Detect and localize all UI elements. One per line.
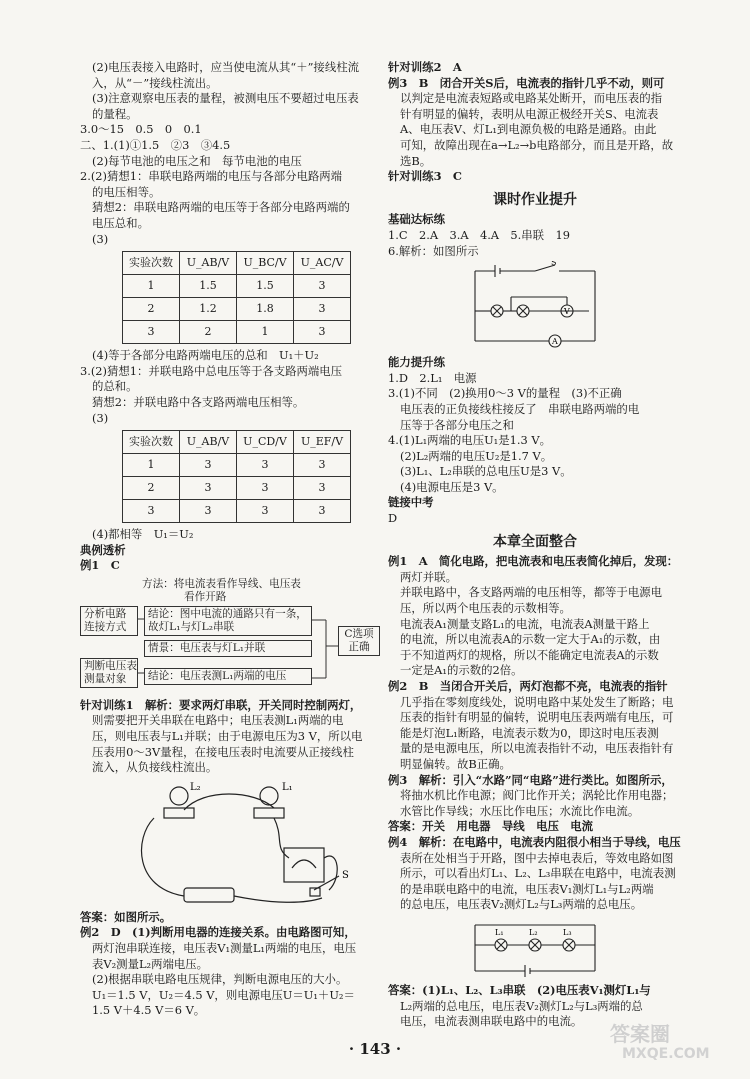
table-cell: 3 xyxy=(237,500,294,523)
text-line: 明显偏转。故B正确。 xyxy=(400,756,511,771)
text-line: 流入，从负接线柱流出。 xyxy=(92,760,218,775)
table-cell: 1 xyxy=(237,321,294,344)
text-line: L₂两端的总电压，电压表V₂测灯L₂与L₃两端的总 xyxy=(400,998,643,1013)
text-line: 入，从“－”接线柱流出。 xyxy=(92,75,218,90)
text-line: 表所在处相当于开路，图中去掉电表后，等效电路如图 xyxy=(400,850,674,865)
text-line: 压等于各部分电压之和 xyxy=(400,417,514,432)
table-cell: 3 xyxy=(237,454,294,477)
text-line: 的量程。 xyxy=(92,106,138,121)
text-line: 的电压相等。 xyxy=(92,184,161,199)
left-text-block-4 xyxy=(80,698,398,776)
circuit-diagram-series xyxy=(455,261,615,353)
text-line: A、电压表V、灯L₁到电源负极的电路是通路。由此 xyxy=(400,122,657,137)
text-line: 3.(2)猜想1：并联电路中总电压等于各支路两端电压 xyxy=(80,363,343,378)
section-title-homework: 课时作业提升 xyxy=(493,191,577,208)
text-line: 可知，故障出现在a→L₂→b电路部分，而且是开路，故 xyxy=(400,137,674,152)
fig-label-l2: L₂ xyxy=(190,781,201,793)
text-line: 压，则电压表与L₁并联；由于电源电压为3 V，所以电 xyxy=(92,729,363,744)
text-line: 电压表的正负接线柱接反了 串联电路两端的电 xyxy=(400,401,640,416)
text-line: 1.C 2.A 3.A 4.A 5.串联 19 xyxy=(388,227,570,242)
table-header: 实验次数 xyxy=(123,252,180,275)
right-text-block-4 xyxy=(388,554,682,913)
fig-label-s: S xyxy=(342,869,349,881)
text-line: 3.0～15 0.5 0 0.1 xyxy=(80,122,202,137)
text-line: 将抽水机比作电源；阀门比作开关；涡轮比作用电器； xyxy=(400,788,674,803)
fig-label-l1: L₁ xyxy=(282,781,293,793)
text-line: 猜想2：串联电路两端的电压等于各部分电路两端的 xyxy=(92,200,350,215)
real-circuit-figure xyxy=(124,778,354,908)
text-line: (2)L₂两端的电压U₂是1.7 V。 xyxy=(400,448,553,463)
table-header: U_CD/V xyxy=(237,431,294,454)
text-line: (3)注意观察电压表的量程，被测电压不要超过电压表 xyxy=(92,91,359,106)
table-cell: 3 xyxy=(180,500,237,523)
parallel-voltage-table xyxy=(122,430,351,523)
text-line: (2)每节电池的电压之和 每节电池的电压 xyxy=(92,153,302,168)
left-text-block-5 xyxy=(80,910,398,1019)
flow-text: C选项 xyxy=(344,627,374,640)
table-header: U_AC/V xyxy=(294,252,351,275)
table-cell: 3 xyxy=(294,454,351,477)
flow-box-text: 连接方式 xyxy=(84,620,127,633)
text-line: 水管比作导线；水压比作电压；水流比作电流。 xyxy=(400,803,640,818)
table-cell: 3 xyxy=(180,454,237,477)
text-line: 电压，电流表测串联电路中的电流。 xyxy=(400,1014,583,1029)
table-header: U_BC/V xyxy=(237,252,294,275)
table-header: U_EF/V xyxy=(294,431,351,454)
table-cell: 2 xyxy=(123,298,180,321)
fig-label-l3: L₃ xyxy=(563,927,572,937)
page-number: · 143 · xyxy=(348,1040,402,1058)
text-line: 针有明显的偏转，表明从电源正极经开关S、电流表 xyxy=(400,106,659,121)
text-line: 例2 D (1)判断用电器的连接关系。由电路图可知， xyxy=(80,925,356,940)
text-line: 选B。 xyxy=(400,153,432,168)
text-line: 3.(1)不同 (2)换用0～3 V的量程 (3)不正确 xyxy=(388,386,622,401)
text-line: 一定是A₁的示数的2倍。 xyxy=(400,663,523,678)
text-line: 几乎指在零刻度线处，说明电路中某处发生了断路；电 xyxy=(400,694,674,709)
text-line: 电压总和。 xyxy=(92,215,149,230)
text-line: 的总电压，电压表V₂测灯L₂与L₃两端的总电压。 xyxy=(400,897,643,912)
left-column xyxy=(80,60,398,1019)
text-line: 压，所以两个电压表的示数相等。 xyxy=(400,601,571,616)
text-line: 1.5 V＋4.5 V＝6 V。 xyxy=(92,1003,206,1018)
text-line: (2)电压表接入电路时，应当使电流从其“＋”接线柱流 xyxy=(92,60,359,74)
flow-method: 方法：将电流表看作导线、电压表 xyxy=(142,577,301,590)
table-header: 实验次数 xyxy=(123,431,180,454)
text-line: U₁＝1.5 V，U₂＝4.5 V，则电源电压U＝U₁＋U₂＝ xyxy=(92,987,355,1002)
text-line: 答案：如图所示。 xyxy=(80,909,172,924)
flow-text: 情景：电压表与灯L₁并联 xyxy=(148,641,266,654)
text-line: 的是串联电路中的电流，电压表V₁测灯L₁与L₂两端 xyxy=(400,881,654,896)
table-cell: 2 xyxy=(123,477,180,500)
fig-label-switch: S xyxy=(551,261,557,268)
flow-method-2: 看作开路 xyxy=(184,590,227,603)
text-line: (3) xyxy=(92,410,109,425)
text-line: 针对训练3 C xyxy=(388,169,462,184)
table-cell: 3 xyxy=(123,500,180,523)
text-line: (3)L₁、L₂串联的总电压U是3 V。 xyxy=(400,464,572,479)
table-cell: 3 xyxy=(237,477,294,500)
right-text-block-1 xyxy=(388,60,682,185)
table-cell: 3 xyxy=(294,477,351,500)
table-cell: 3 xyxy=(180,477,237,500)
table-cell: 3 xyxy=(294,321,351,344)
table-header: U_AB/V xyxy=(180,431,237,454)
text-line: (4)都相等 U₁＝U₂ xyxy=(92,527,194,542)
text-line: 能是灯泡L₁断路，电流表示数为0，即这时电压表测 xyxy=(400,725,659,740)
text-line: 2.(2)猜想1：串联电路两端的电压与各部分电路两端 xyxy=(80,169,343,184)
text-line: 例3 解析：引入“水路”同“电路”进行类比。如图所示， xyxy=(388,772,673,787)
fig-label-voltmeter: V xyxy=(564,307,570,317)
text-line: 二、1.(1)①1.5 ②3 ③4.5 xyxy=(80,137,231,152)
text-line: 猜想2：并联电路中各支路两端电压相等。 xyxy=(92,394,305,409)
flow-text: 结论：图中电流的通路只有一条， xyxy=(148,607,307,620)
watermark-url: MXQE.COM xyxy=(622,1046,710,1062)
text-line: (4)等于各部分电路两端电压的总和 U₁＋U₂ xyxy=(92,348,319,363)
text-line: 的总和。 xyxy=(92,379,138,394)
text-line: 例4 解析：在电路中，电流表内阻很小相当于导线，电压 xyxy=(388,834,681,849)
text-line: 链接中考 xyxy=(388,495,434,510)
text-line: 答案：开关 用电器 导线 电压 电流 xyxy=(388,819,594,834)
text-line: 则需要把开关串联在电路中；电压表测L₁两端的电 xyxy=(92,713,344,728)
table-header: U_AB/V xyxy=(180,252,237,275)
text-line: 例1 C xyxy=(80,558,120,573)
table-cell: 3 xyxy=(294,298,351,321)
text-line: 量的是电源电压，所以电流表指针不动，电压表指针有 xyxy=(400,741,674,756)
text-line: 两灯并联。 xyxy=(400,569,457,584)
flow-box-text: 分析电路 xyxy=(84,607,127,620)
right-text-block-3 xyxy=(388,355,682,527)
left-text-block-3 xyxy=(80,527,398,574)
text-line: (3) xyxy=(92,231,109,246)
text-line: 针对训练1 解析：要求两灯串联，开关同时控制两灯， xyxy=(80,697,362,712)
table-cell: 2 xyxy=(180,321,237,344)
fig-label-l1: L₁ xyxy=(495,927,504,937)
flow-text: 正确 xyxy=(348,640,370,653)
flow-connectors xyxy=(80,576,380,696)
section-title-chapter-summary: 本章全面整合 xyxy=(493,533,577,550)
equivalent-circuit-figure xyxy=(465,915,605,981)
text-line: 例1 A 简化电路，把电流表和电压表简化掉后，发现： xyxy=(388,554,679,569)
text-line: 压表用0～3V量程，在接电压表时电流要从正接线柱 xyxy=(92,744,354,759)
right-column xyxy=(388,60,682,1030)
flow-box-text: 测量对象 xyxy=(84,672,127,685)
text-line: 压表的指针有明显的偏转，说明电压表两端有电压，可 xyxy=(400,710,674,725)
left-text-block-1 xyxy=(80,60,398,247)
table-cell: 1.5 xyxy=(180,275,237,298)
text-line: (2)根据串联电路电压规律，判断电源电压的大小。 xyxy=(92,972,348,987)
analysis-flowchart xyxy=(80,576,398,696)
flow-text: 故灯L₁与灯L₂串联 xyxy=(148,620,235,633)
text-line: (4)电源电压是3 V。 xyxy=(400,479,504,494)
text-line: 1.D 2.L₁ 电源 xyxy=(388,370,477,385)
table-cell: 1 xyxy=(123,275,180,298)
text-line: 的电流，所以电流表A的示数一定大于A₁的示数，由 xyxy=(400,632,661,647)
text-line: 所示，可以看出灯L₁、L₂、L₃串联在电路中，电流表测 xyxy=(400,866,676,881)
table-cell: 1 xyxy=(123,454,180,477)
text-line: 6.解析：如图所示 xyxy=(388,243,479,258)
table-cell: 1.2 xyxy=(180,298,237,321)
text-line: 答案：(1)L₁、L₂、L₃串联 (2)电压表V₁测灯L₁与 xyxy=(388,982,651,997)
text-line: 并联电路中，各支路两端的电压相等，都等于电源电 xyxy=(400,585,662,600)
table-cell: 3 xyxy=(123,321,180,344)
text-line: 电流表A₁测量支路L₁的电流，电流表A测量干路上 xyxy=(400,616,650,631)
left-text-block-2 xyxy=(80,348,398,426)
text-line: 典例透析 xyxy=(80,542,126,557)
text-line: 4.(1)L₁两端的电压U₁是1.3 V。 xyxy=(388,433,551,448)
text-line: 于不知道两灯的规格，所以不能确定电流表A的示数 xyxy=(400,647,659,662)
watermark-logo: 答案圈 xyxy=(610,1022,670,1046)
text-line: 例2 B 当闭合开关后，两灯泡都不亮，电流表的指针 xyxy=(388,679,668,693)
text-line: 针对训练2 A xyxy=(388,60,462,74)
table-cell: 1.5 xyxy=(237,275,294,298)
flow-text: 结论：电压表测L₁两端的电压 xyxy=(148,669,287,682)
right-text-block-2 xyxy=(388,212,682,259)
text-line: D xyxy=(388,511,398,526)
series-voltage-table xyxy=(122,251,351,344)
fig-label-l2: L₂ xyxy=(529,927,538,937)
text-line: 表V₂测量L₂两端电压。 xyxy=(92,956,209,971)
text-line: 两灯泡串联连接，电压表V₁测量L₁两端的电压，电压 xyxy=(92,941,357,956)
text-line: 基础达标练 xyxy=(388,212,445,227)
text-line: 例3 B 闭合开关S后，电流表的指针几乎不动，则可 xyxy=(388,75,665,90)
fig-label-ammeter: A xyxy=(552,337,558,347)
table-cell: 3 xyxy=(294,275,351,298)
flow-box-text: 判断电压表 xyxy=(84,659,137,672)
text-line: 能力提升练 xyxy=(388,355,445,370)
text-line: 以判定是电流表短路或电路某处断开，而电压表的指 xyxy=(400,91,662,106)
table-cell: 1.8 xyxy=(237,298,294,321)
table-cell: 3 xyxy=(294,500,351,523)
